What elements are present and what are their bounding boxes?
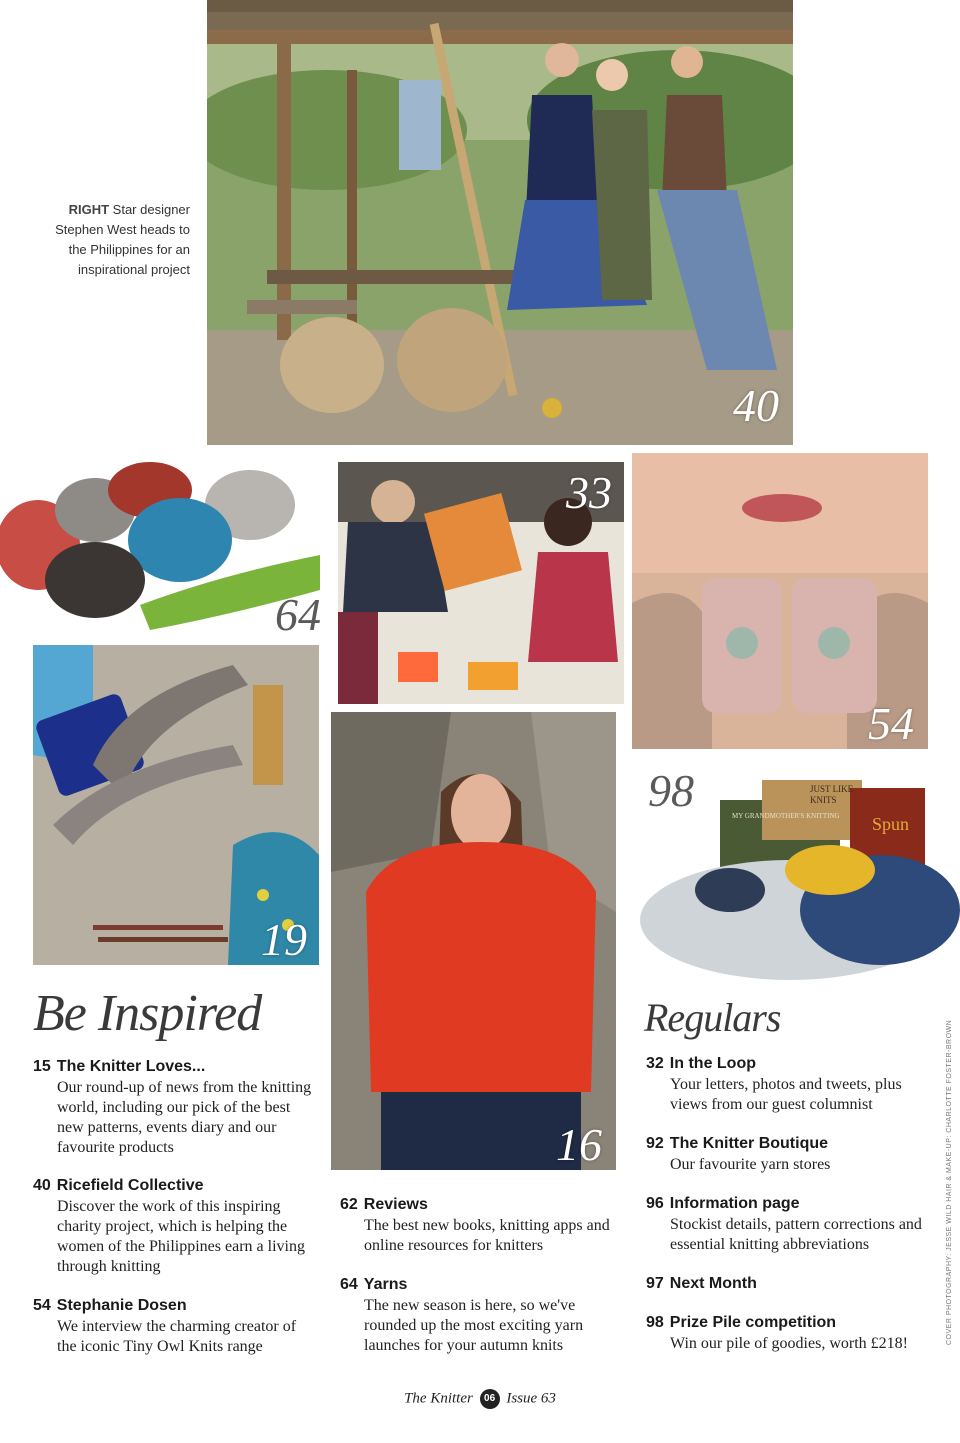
entry-page: 54 [33,1297,51,1314]
model-page-number: 16 [556,1119,602,1170]
entry-page: 64 [340,1276,358,1293]
entry-title: Yarns [363,1276,408,1293]
entry-description: The best new books, knitting apps and online resources for knitters [364,1217,610,1254]
entry-page: 15 [33,1058,51,1075]
book-cover-just-like: JUST LIKE KNITS [810,784,854,805]
entry-title: In the Loop [669,1055,756,1072]
entry-page: 92 [646,1135,664,1152]
be-inspired-title: Be Inspired [33,985,262,1042]
entry-title: Prize Pile competition [669,1314,837,1331]
page-footer [0,1389,960,1409]
yarns-page-number: 64 [275,589,321,635]
regulars-entry [646,1313,936,1354]
ricefield-photo [207,0,793,445]
be-inspired-entry [33,1057,318,1158]
entry-title: The Knitter Loves... [56,1058,206,1075]
be-inspired-entry [33,1176,318,1277]
book-cover-grandmother: MY GRANDMOTHER'S KNITTING [732,812,840,820]
regulars-title: Regulars [644,995,781,1040]
entry-page: 96 [646,1195,664,1212]
entry-title: Next Month [669,1275,757,1292]
regulars-entry [646,1274,936,1294]
yarns-photo [0,455,325,635]
entry-page: 40 [33,1177,51,1194]
mitts-photo [632,453,928,749]
entry-title: Stephanie Dosen [56,1297,187,1314]
entry-page: 97 [646,1275,664,1292]
ricefield-illustration [207,0,793,445]
tools-photo [33,645,319,965]
entry-description: Stockist details, pattern corrections and essential knitting abbreviations [670,1216,922,1253]
model-photo [331,712,616,1170]
footer-page-number: 06 [480,1389,500,1409]
entry-description: Discover the work of this inspiring charity project, which is helping the women of the Philippines earn a living through knitting [57,1198,305,1275]
entry-title: Information page [669,1195,800,1212]
entry-description: Our favourite yarn stores [670,1156,831,1173]
caption-text: Star designer Stephen West heads to the Philippines for an inspirational project [55,202,190,277]
entry-title: Reviews [363,1196,428,1213]
caption-bold-label: RIGHT [68,202,110,217]
entry-description: Our round-up of news from the knitting world, including our pick of the best new patterns, events diary and our favourite products [57,1079,312,1156]
ricefield-caption [40,200,190,280]
entry-title: Ricefield Collective [56,1177,204,1194]
photo-credit: COVER PHOTOGRAPHY: JESSE WILD HAIR & MAKE-UP: CHARLOTTE FOSTER-BROWN [946,1019,953,1345]
prize-page-number: 98 [648,765,694,816]
ricefield-page-number: 40 [733,380,779,431]
entry-page: 98 [646,1314,664,1331]
middle-entry [340,1195,630,1256]
entry-description: We interview the charming creator of the iconic Tiny Owl Knits range [57,1318,297,1355]
entry-description: Win our pile of goodies, worth £218! [670,1335,908,1352]
footer-issue: Issue 63 [506,1390,556,1407]
mitts-page-number: 54 [868,698,914,749]
middle-entry [340,1275,630,1356]
prize-photo [640,760,960,985]
regulars-entry [646,1134,936,1175]
entry-page: 62 [340,1196,358,1213]
entry-page: 32 [646,1055,664,1072]
reviews-art-page-number: 33 [566,467,612,518]
book-cover-spun: Spun [872,814,910,834]
reviews-art-photo [338,462,624,704]
regulars-entry [646,1054,936,1115]
entry-title: The Knitter Boutique [669,1135,829,1152]
model-illustration [331,712,616,1170]
entry-description: Your letters, photos and tweets, plus views from our guest columnist [670,1076,902,1113]
entry-description: The new season is here, so we've rounded up the most exciting yarn launches for your autumn knits [364,1297,584,1354]
footer-magazine-name: The Knitter [404,1390,473,1407]
tools-page-number: 19 [261,914,307,965]
be-inspired-entry [33,1296,318,1357]
regulars-entry [646,1194,936,1255]
